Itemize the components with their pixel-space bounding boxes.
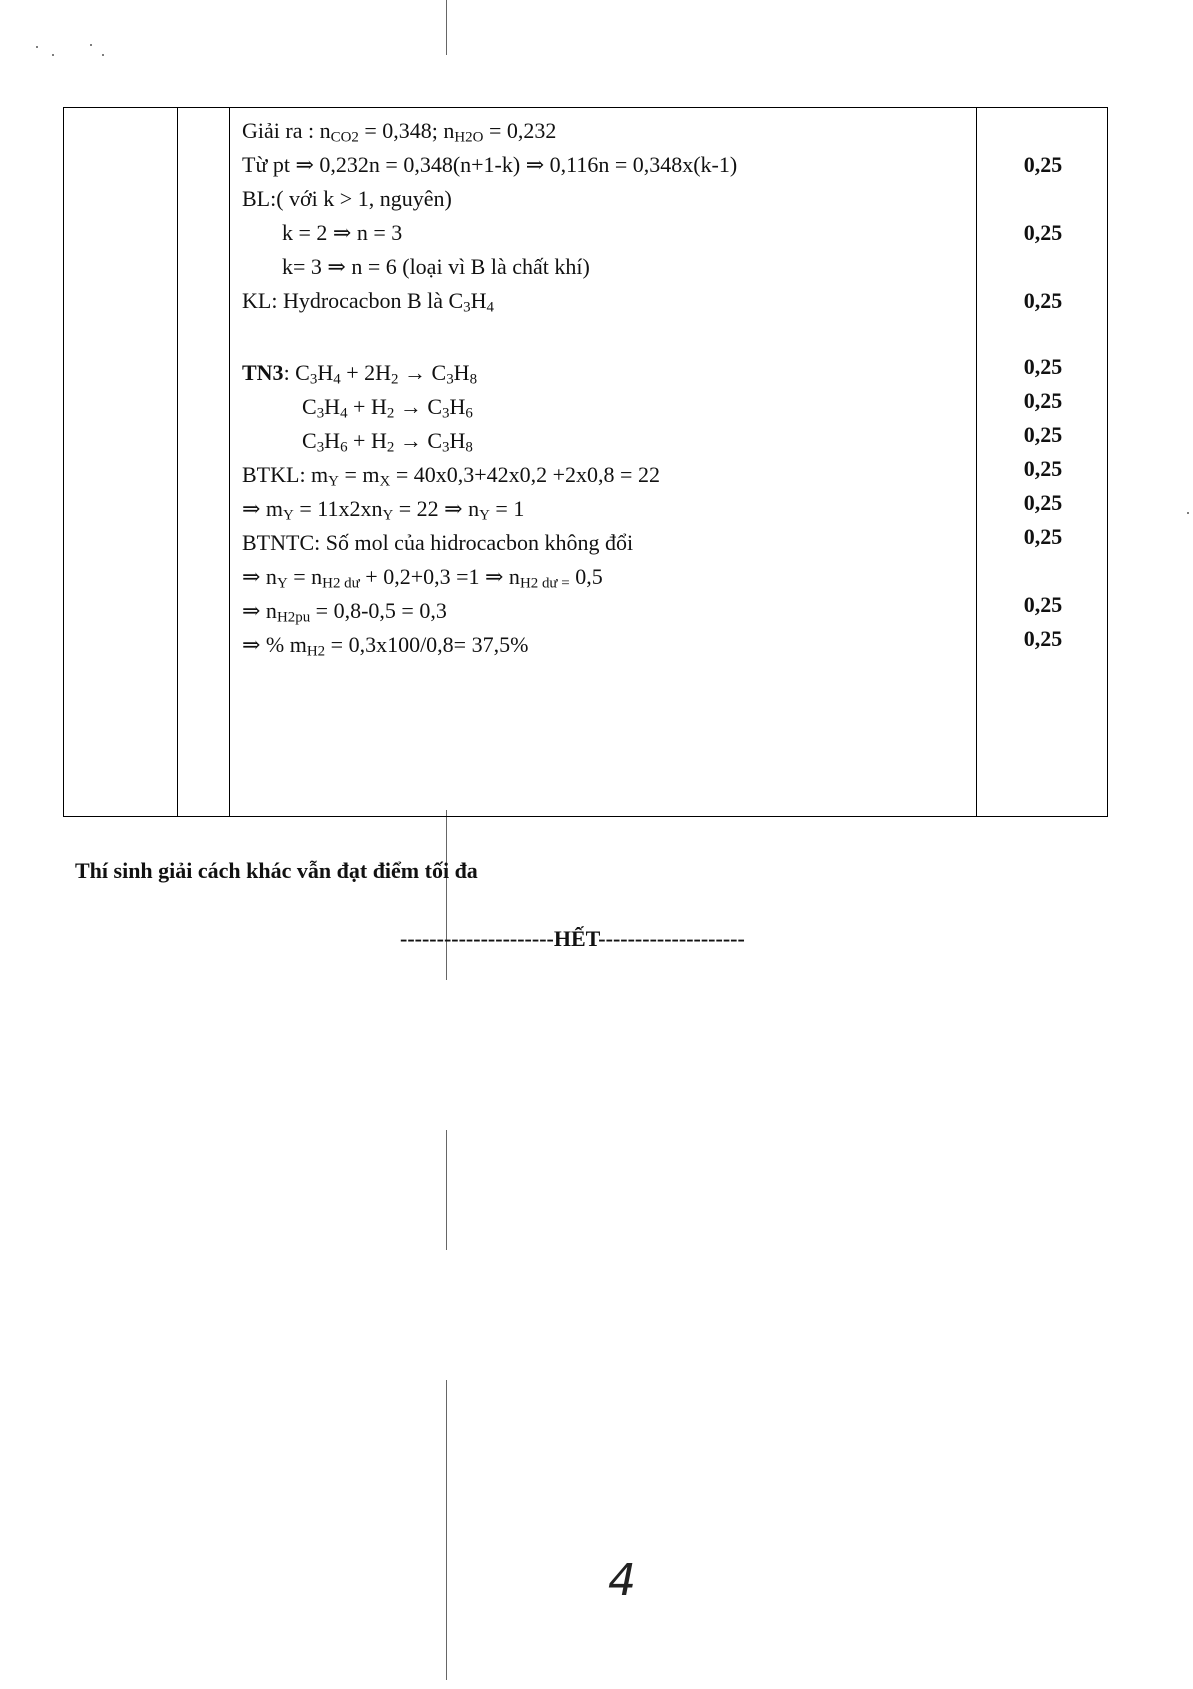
end-mark: ---------------------HẾT-------------------- [400, 926, 745, 951]
column-divider [229, 108, 230, 816]
scan-speck [90, 44, 92, 46]
scan-fold-line [446, 1130, 447, 1250]
scan-speck [36, 46, 38, 48]
score: 0,25 [1023, 456, 1063, 481]
scan-fold-line [446, 810, 447, 980]
scan-fold-line [446, 0, 447, 55]
solution-line: Từ pt ⇒ 0,232n = 0,348(n+1-k) ⇒ 0,116n = 0,348x(k-1) [242, 152, 738, 177]
score: 0,25 [1023, 388, 1063, 413]
score: 0,25 [1023, 626, 1063, 651]
solution-line: ⇒ $n_Y = n_{H2 dư} + 0,2+0,3 =1$ ⇒ $n_{H2 dư =}$ 0,5 [242, 564, 603, 592]
score: 0,25 [1023, 422, 1063, 447]
answer-table [63, 107, 1108, 817]
solution-line: BL:( với k > 1, nguyên) [242, 186, 452, 211]
solution-line: ⇒ % $m_{H2} = 0,3x100/0,8= 37,5\%$ [242, 632, 529, 660]
solution-line: BTNTC: Số mol của hidrocacbon không đổi [242, 530, 634, 555]
solution-line: ⇒ $m_Y = 11x2xn_Y = 22$ ⇒ $n_Y = 1$ [242, 496, 525, 524]
score: 0,25 [1023, 524, 1063, 549]
solution-line: k = 2 ⇒ n = 3 [282, 220, 403, 245]
score: 0,25 [1023, 152, 1063, 177]
solution-line: TN3: $C_3H_4 + 2H_2 \to C_3H_8$ [242, 360, 478, 388]
scan-speck [52, 54, 54, 56]
solution-line: $C_3H_6 + H_2 \to C_3H_8$ [302, 428, 473, 456]
score: 0,25 [1023, 592, 1063, 617]
solution-line: BTKL: $m_Y = m_X = 40x0,3+42x0,2 +2x0,8 = 22$ [242, 462, 660, 490]
scan-speck [102, 54, 104, 56]
score: 0,25 [1023, 490, 1063, 515]
solution-line: KL: Hydrocacbon B là $C_3H_4$ [242, 288, 495, 316]
score: 0,25 [1023, 220, 1063, 245]
solution-line: ⇒ $n_{H2pu} = 0,8-0,5 = 0,3$ [242, 598, 447, 626]
score: 0,25 [1023, 354, 1063, 379]
solution-line: k= 3 ⇒ n = 6 (loại vì B là chất khí) [282, 254, 590, 279]
grading-note: Thí sinh giải cách khác vẫn đạt điểm tối đa [75, 858, 478, 883]
column-divider [177, 108, 178, 816]
page-number: 4 [608, 1555, 636, 1606]
score: 0,25 [1023, 288, 1063, 313]
scan-speck [1187, 512, 1189, 514]
solution-line: Giải ra : $n_{CO2} = 0,348$; $n_{H2O} = 0,232$ [242, 118, 557, 146]
solution-line: $C_3H_4 + H_2 \to C_3H_6$ [302, 394, 473, 422]
scan-fold-line [446, 1380, 447, 1680]
